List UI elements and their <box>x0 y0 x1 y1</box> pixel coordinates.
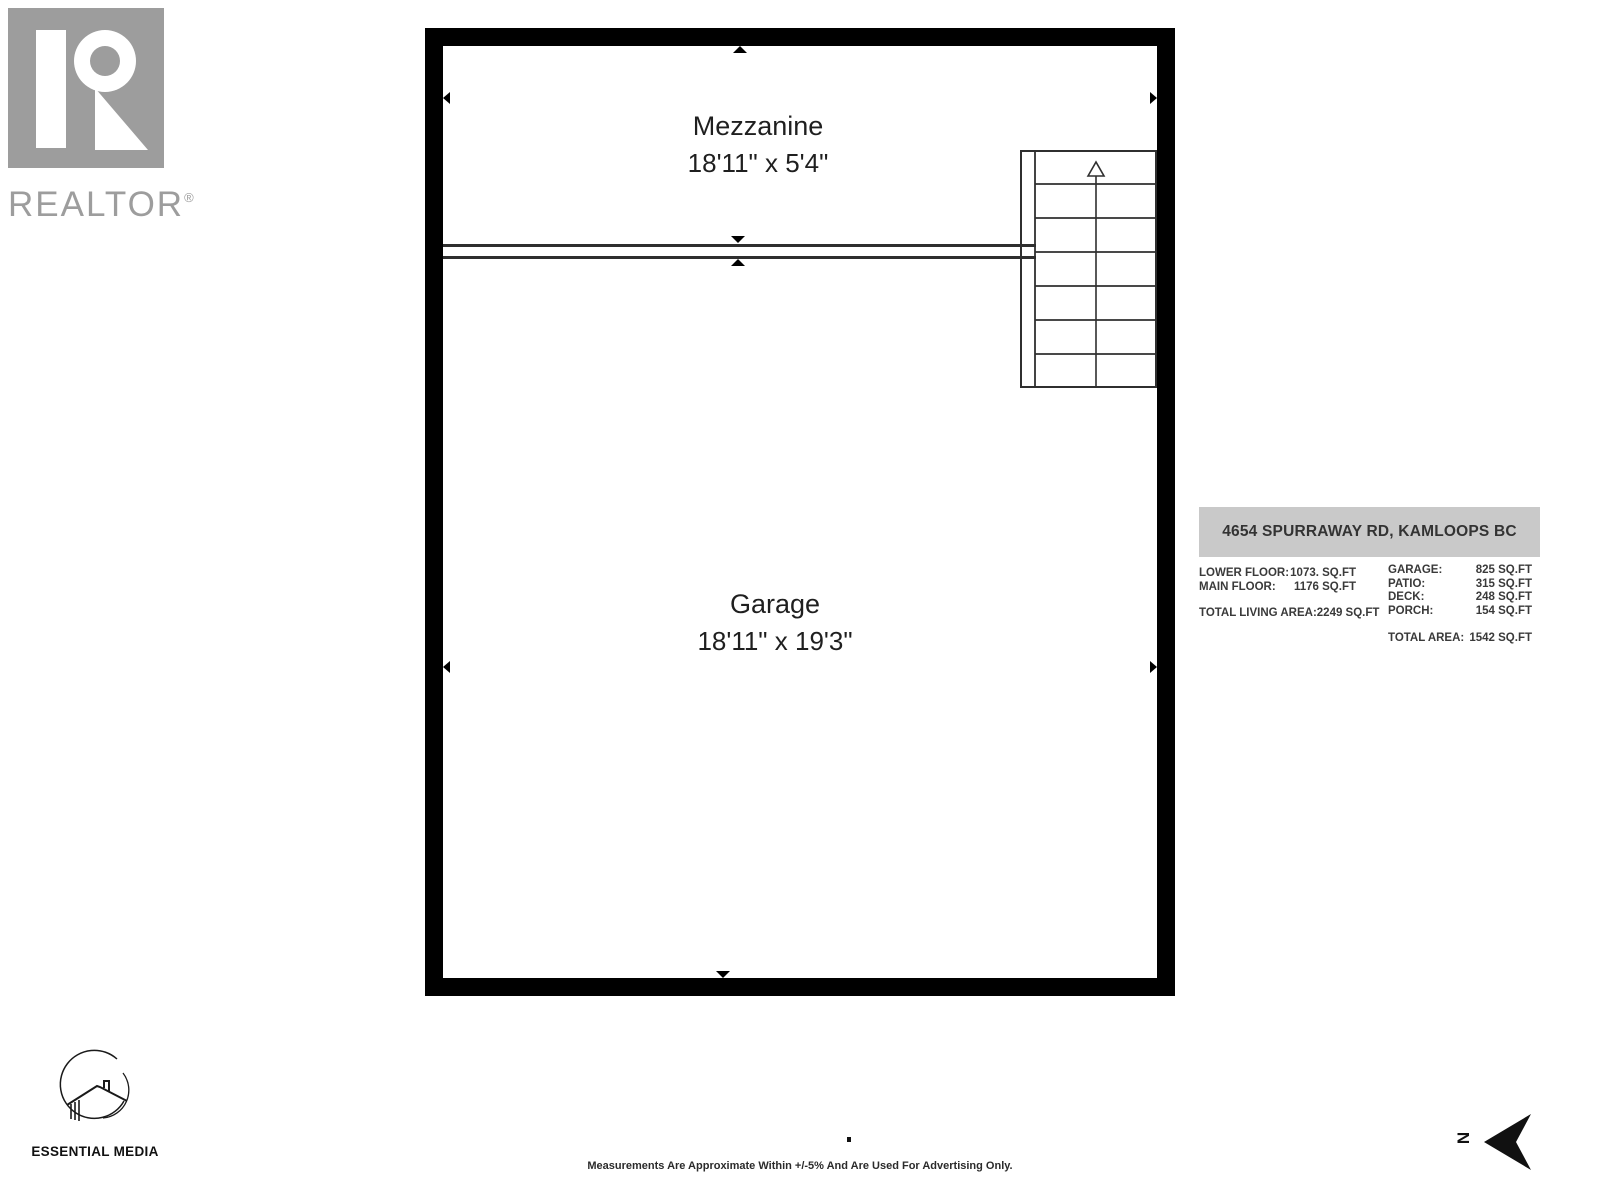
north-label: N <box>1454 1131 1474 1145</box>
room-dimensions: 18'11" x 5'4" <box>687 148 829 178</box>
stat-label: GARAGE: <box>1388 564 1443 576</box>
north-arrow-icon <box>1484 1114 1534 1172</box>
north-arrow <box>1452 1108 1542 1174</box>
room-name: Garage <box>729 589 821 619</box>
property-info-panel <box>1199 507 1540 707</box>
stat-row <box>1199 567 1356 581</box>
address-bar <box>1199 507 1540 557</box>
dimension-arrow-right-upper-icon <box>1150 92 1157 104</box>
dimension-arrow-right-lower-icon <box>1150 661 1157 673</box>
stat-label: TOTAL AREA: <box>1388 632 1465 644</box>
area-stats <box>1199 557 1540 707</box>
stat-value: 1542 SQ.FT <box>1469 632 1532 644</box>
dimension-arrow-bottom-icon <box>716 971 730 978</box>
dot <box>847 1137 851 1142</box>
registered-mark: ® <box>184 190 194 205</box>
dimension-arrow-top-icon <box>733 46 747 53</box>
dimension-arrow-divider-up-icon <box>731 259 745 266</box>
stat-label: LOWER FLOOR: <box>1199 567 1290 579</box>
realtor-block-r-icon <box>8 8 166 170</box>
living-area-column <box>1199 567 1380 621</box>
essential-media-logo <box>30 1043 160 1159</box>
stat-value: 1176 SQ.FT <box>1293 580 1356 593</box>
exterior-area-column <box>1388 564 1532 646</box>
stat-label: MAIN FLOOR: <box>1199 580 1276 593</box>
room-name: Mezzanine <box>692 111 824 141</box>
dimension-arrow-divider-down-icon <box>731 236 745 243</box>
stairs-icon <box>1020 150 1157 388</box>
stat-row <box>1388 591 1532 605</box>
stat-label: PATIO: <box>1388 577 1426 590</box>
room-dimensions: 18'11" x 19'3" <box>697 626 853 656</box>
essential-media-label: ESSENTIAL MEDIA <box>31 1144 159 1159</box>
stat-value: 315 SQ.FT <box>1475 577 1532 590</box>
stat-row <box>1388 605 1532 619</box>
stat-label: TOTAL LIVING AREA: <box>1199 607 1317 619</box>
stairs-up-arrow-icon <box>1088 162 1104 176</box>
house-circle-icon <box>43 1043 147 1137</box>
stairs <box>1020 150 1157 388</box>
stat-value: 2249 SQ.FT <box>1316 607 1380 619</box>
stat-value: 154 SQ.FT <box>1475 604 1532 617</box>
floorplan-outline <box>425 28 1175 996</box>
stat-label: PORCH: <box>1388 604 1434 617</box>
realtor-logo <box>8 8 198 222</box>
stat-row <box>1388 564 1532 578</box>
stat-value: 825 SQ.FT <box>1475 564 1532 576</box>
stat-row-total <box>1199 607 1380 621</box>
stat-value: 248 SQ.FT <box>1475 591 1532 603</box>
mezzanine-edge-line-upper <box>443 244 1036 247</box>
dimension-arrow-left-upper-icon <box>443 92 450 104</box>
realtor-wordmark: REALTOR® <box>8 185 194 224</box>
stat-value: 1073. SQ.FT <box>1290 567 1356 579</box>
stat-row <box>1199 581 1356 595</box>
stat-row <box>1388 578 1532 592</box>
stat-label: DECK: <box>1388 591 1425 603</box>
room-label-mezzanine <box>443 108 1073 182</box>
room-label-garage <box>475 586 1075 660</box>
dimension-arrow-left-lower-icon <box>443 661 450 673</box>
property-address: 4654 SPURRAWAY RD, KAMLOOPS BC <box>1222 523 1517 540</box>
disclaimer-text: Measurements Are Approximate Within +/-5% And Are Used For Advertising Only. <box>587 1160 1013 1172</box>
stat-row-total <box>1388 632 1532 646</box>
